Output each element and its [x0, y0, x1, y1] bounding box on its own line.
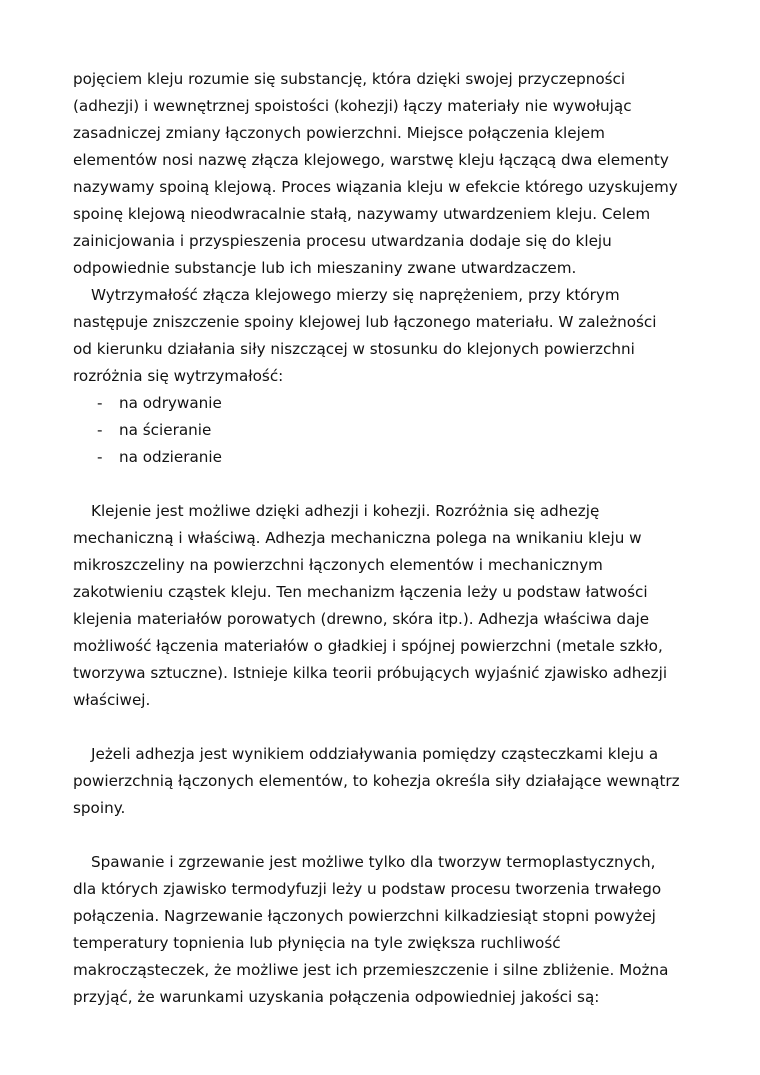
text-line: możliwość łączenia materiałów o gładkiej i spójnej powierzchni (metale szkło, [73, 637, 663, 655]
paragraph-gap [73, 822, 713, 849]
list-item [73, 390, 713, 417]
text-line: mikroszczeliny na powierzchni łączonych elementów i mechanicznym [73, 556, 603, 574]
paragraph-cohesion [73, 741, 713, 822]
text-line: odpowiednie substancje lub ich mieszaniny zwane utwardzaczem. [73, 259, 577, 277]
text-line: elementów nosi nazwę złącza klejowego, warstwę kleju łączącą dwa elementy [73, 151, 669, 169]
paragraph-joint-strength [73, 282, 713, 390]
list-dash: - [97, 394, 103, 412]
text-line: dla których zjawisko termodyfuzji leży u podstaw procesu tworzenia trwałego [73, 880, 662, 898]
text-line: powierzchnią łączonych elementów, to kohezja określa siły działające wewnątrz [73, 772, 680, 790]
text-line: tworzywa sztuczne). Istnieje kilka teorii próbujących wyjaśnić zjawisko adhezji [73, 664, 668, 682]
list-dash: - [97, 421, 103, 439]
text-line: (adhezji) i wewnętrznej spoistości (kohezji) łączy materiały nie wywołując [73, 97, 632, 115]
paragraph-gap [73, 714, 713, 741]
list-item [73, 417, 713, 444]
text-line: właściwej. [73, 691, 151, 709]
text-line: Spawanie i zgrzewanie jest możliwe tylko dla tworzyw termoplastycznych, [91, 853, 656, 871]
text-line: spoiny. [73, 799, 126, 817]
text-line: od kierunku działania siły niszczącej w stosunku do klejonych powierzchni [73, 340, 635, 358]
paragraph-adhesive-definition [73, 66, 713, 282]
text-line: klejenia materiałów porowatych (drewno, skóra itp.). Adhezja właściwa daje [73, 610, 650, 628]
text-line: Klejenie jest możliwe dzięki adhezji i kohezji. Rozróżnia się adhezję [91, 502, 600, 520]
text-line: makrocząsteczek, że możliwe jest ich przemieszczenie i silne zbliżenie. Można [73, 961, 669, 979]
paragraph-gap [73, 471, 713, 498]
list-dash: - [97, 448, 103, 466]
text-line: przyjąć, że warunkami uzyskania połączenia odpowiedniej jakości są: [73, 988, 600, 1006]
text-line: temperatury topnienia lub płynięcia na tyle zwiększa ruchliwość [73, 934, 561, 952]
text-line: następuje zniszczenie spoiny klejowej lub łączonego materiału. W zależności [73, 313, 657, 331]
list-item-text: na odzieranie [119, 448, 222, 466]
text-line: zainicjowania i przyspieszenia procesu utwardzania dodaje się do kleju [73, 232, 612, 250]
text-line: nazywamy spoiną klejową. Proces wiązania kleju w efekcie którego uzyskujemy [73, 178, 678, 196]
text-line: mechaniczną i właściwą. Adhezja mechaniczna polega na wnikaniu kleju w [73, 529, 642, 547]
strength-types-list [73, 390, 713, 471]
text-line: zakotwieniu cząstek kleju. Ten mechanizm łączenia leży u podstaw łatwości [73, 583, 648, 601]
paragraph-welding [73, 849, 713, 1011]
text-line: Jeżeli adhezja jest wynikiem oddziaływania pomiędzy cząsteczkami kleju a [91, 745, 659, 763]
paragraph-adhesion-cohesion [73, 498, 713, 714]
list-item-text: na odrywanie [119, 394, 222, 412]
text-line: zasadniczej zmiany łączonych powierzchni. Miejsce połączenia klejem [73, 124, 605, 142]
text-line: Wytrzymałość złącza klejowego mierzy się naprężeniem, przy którym [91, 286, 620, 304]
document-body [73, 66, 713, 1011]
list-item [73, 444, 713, 471]
text-line: połączenia. Nagrzewanie łączonych powierzchni kilkadziesiąt stopni powyżej [73, 907, 656, 925]
text-line: spoinę klejową nieodwracalnie stałą, nazywamy utwardzeniem kleju. Celem [73, 205, 651, 223]
list-item-text: na ścieranie [119, 421, 212, 439]
text-line: rozróżnia się wytrzymałość: [73, 367, 284, 385]
text-line: pojęciem kleju rozumie się substancję, która dzięki swojej przyczepności [73, 70, 626, 88]
